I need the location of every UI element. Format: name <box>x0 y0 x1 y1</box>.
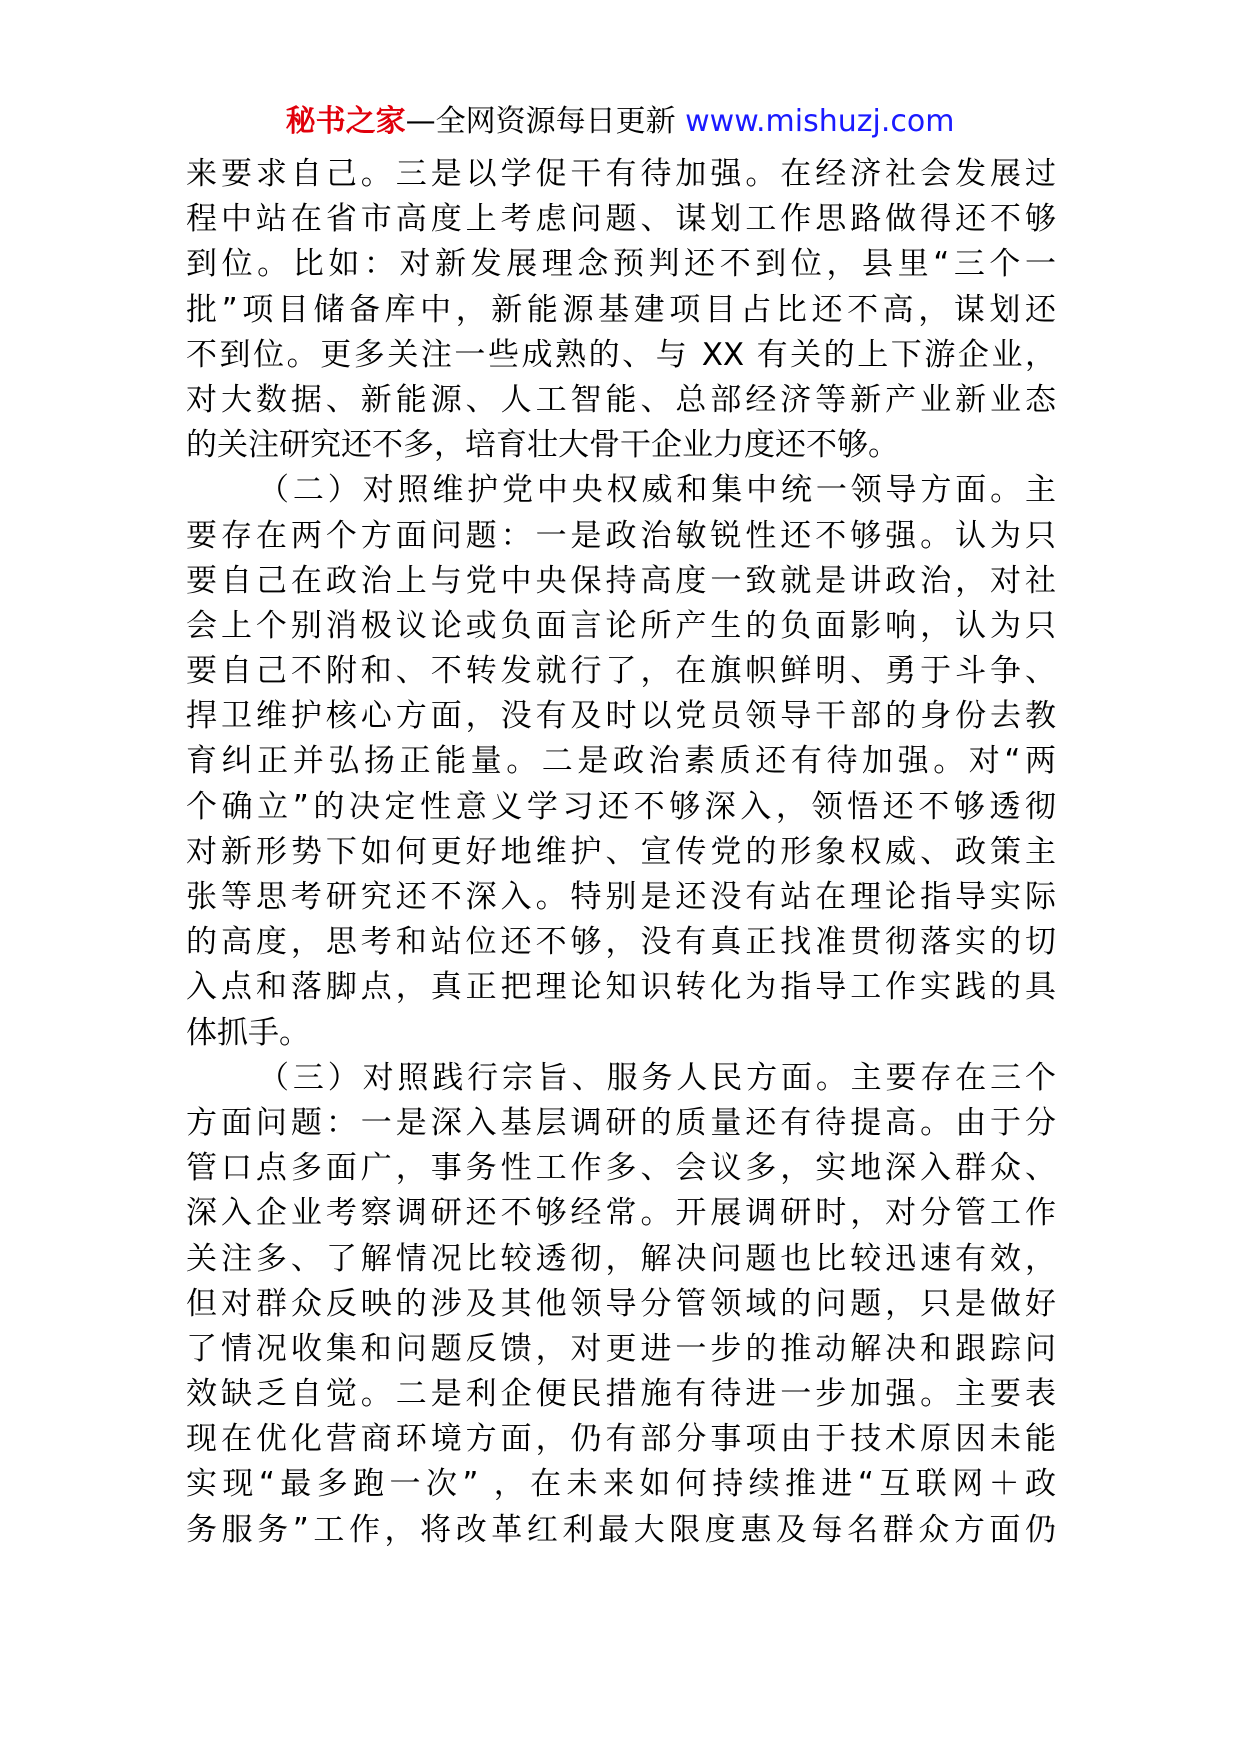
text-line: 要自己不附和、不转发就行了，在旗帜鲜明、勇于斗争、 <box>186 653 1056 690</box>
site-url[interactable]: www.mishuzj.com <box>685 104 955 139</box>
text-line: 现在优化营商环境方面，仍有部分事项由于技术原因未能 <box>186 1421 1056 1458</box>
site-brand: 秘书之家 <box>285 104 406 139</box>
text-line: 育纠正并弘扬正能量。二是政治素质还有待加强。对“两 <box>186 743 1056 780</box>
text-line: 批”项目储备库中，新能源基建项目占比还不高，谋划还 <box>186 291 1056 328</box>
text-line: 程中站在省市高度上考虑问题、谋划工作思路做得还不够 <box>186 201 1056 238</box>
text-line: 方面问题：一是深入基层调研的质量还有待提高。由于分 <box>186 1104 1056 1141</box>
text-line: 要存在两个方面问题：一是政治敏锐性还不够强。认为只 <box>186 517 1056 554</box>
text-line: 来要求自己。三是以学促干有待加强。在经济社会发展过 <box>186 156 1056 192</box>
section-heading-line: （三）对照践行宗旨、服务人民方面。主要存在三个 <box>258 1059 1056 1096</box>
text-line: 对新形势下如何更好地维护、宣传党的形象权威、政策主 <box>186 833 1056 870</box>
text-line: 关注多、了解情况比较透彻，解决问题也比较迅速有效， <box>186 1240 1056 1277</box>
document-body <box>186 152 1056 1553</box>
text-line: 实现“最多跑一次” ，在未来如何持续推进“互联网＋政 <box>186 1466 1056 1503</box>
section-heading-line: （二）对照维护党中央权威和集中统一领导方面。主 <box>258 472 1056 509</box>
text-line: 的关注研究还不多，培育壮大骨干企业力度还不够。 <box>186 427 899 464</box>
text-line: 深入企业考察调研还不够经常。开展调研时，对分管工作 <box>186 1195 1056 1232</box>
text-line: 但对群众反映的涉及其他领导分管领域的问题，只是做好 <box>186 1285 1056 1322</box>
text-line: 务服务”工作，将改革红利最大限度惠及每名群众方面仍 <box>186 1511 1056 1548</box>
text-line: 入点和落脚点，真正把理论知识转化为指导工作实践的具 <box>186 969 1056 1006</box>
site-header <box>0 102 1240 142</box>
text-line: 效缺乏自觉。二是利企便民措施有待进一步加强。主要表 <box>186 1376 1056 1413</box>
text-line: 会上个别消极议论或负面言论所产生的负面影响，认为只 <box>186 607 1056 644</box>
site-tagline: —全网资源每日更新 <box>405 104 686 139</box>
text-line: 捍卫维护核心方面，没有及时以党员领导干部的身份去教 <box>186 698 1056 735</box>
text-line: 张等思考研究还不深入。特别是还没有站在理论指导实际 <box>186 879 1056 915</box>
text-line: 到位。比如：对新发展理念预判还不到位，县里“三个一 <box>186 246 1056 283</box>
text-line: 对大数据、新能源、人工智能、总部经济等新产业新业态 <box>186 381 1056 418</box>
text-line: 要自己在政治上与党中央保持高度一致就是讲政治，对社 <box>186 562 1056 599</box>
text-line: 的高度，思考和站位还不够，没有真正找准贯彻落实的切 <box>186 924 1056 961</box>
text-line: 不到位。更多关注一些成熟的、与 XX 有关的上下游企业， <box>186 336 1056 373</box>
text-line: 了情况收集和问题反馈，对更进一步的推动解决和跟踪问 <box>186 1330 1056 1367</box>
text-line: 个确立”的决定性意义学习还不够深入，领悟还不够透彻 <box>186 788 1056 825</box>
text-line: 管口点多面广，事务性工作多、会议多，实地深入群众、 <box>186 1150 1056 1187</box>
text-line: 体抓手。 <box>186 1014 310 1051</box>
